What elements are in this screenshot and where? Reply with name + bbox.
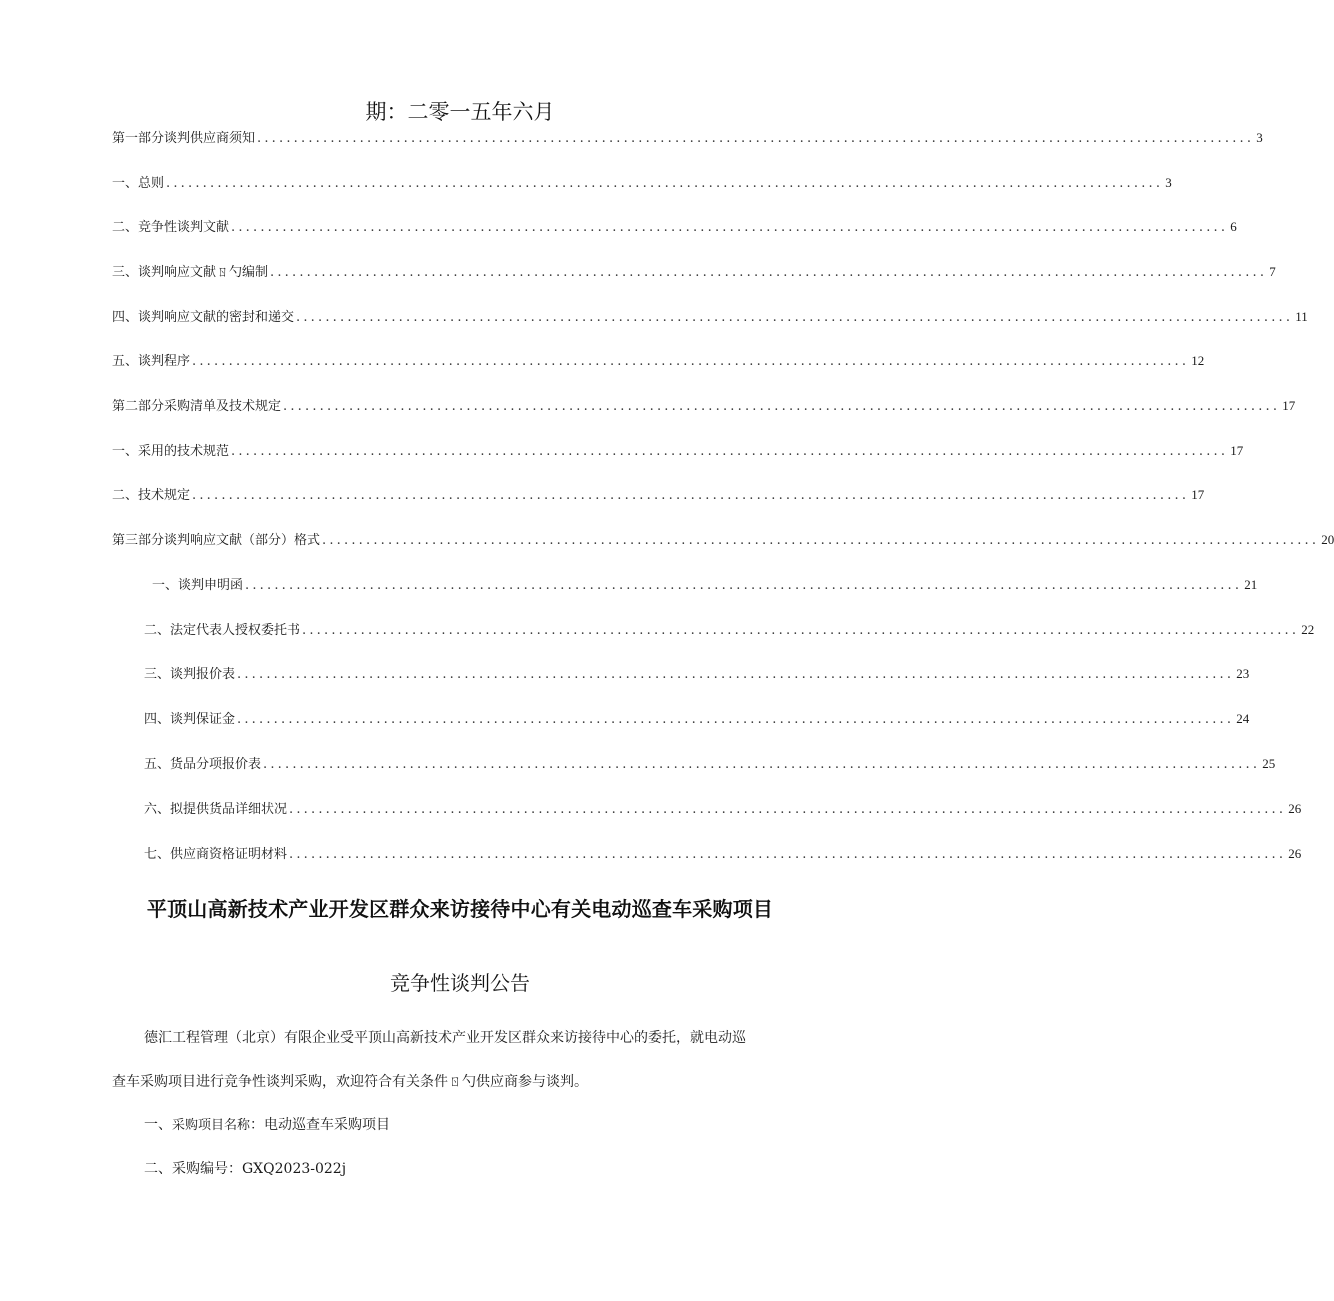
toc-entry-label: 四、谈判响应文献的密封和递交: [112, 310, 295, 325]
toc-entry-label: 一、谈判申明函: [152, 578, 244, 593]
toc-entry-page: 11: [1295, 309, 1308, 324]
intro-paragraph-line-1: 德汇工程管理（北京）有限企业受平顶山高新技术产业开发区群众来访接待中心的委托，就电动巡: [144, 1030, 746, 1046]
toc-entry-page: 22: [1301, 622, 1315, 637]
toc-entry[interactable]: [112, 308, 1308, 326]
toc-entry-page: 7: [1269, 264, 1276, 279]
toc-entry-label: 六、拟提供货品详细状况: [144, 802, 288, 817]
toc-entry[interactable]: [112, 486, 1205, 504]
toc-entry[interactable]: [144, 621, 1315, 639]
toc-leader-dots: ........................................................................................................................................: [322, 533, 1320, 548]
toc-entry[interactable]: [144, 710, 1250, 728]
toc-entry-label: 三、谈判响应文献ㄖ勺编制: [112, 265, 269, 280]
toc-entry[interactable]: [112, 397, 1296, 415]
toc-entry-label: 五、谈判程序: [112, 354, 191, 369]
toc-leader-dots: ........................................................................................................................................: [231, 220, 1229, 235]
toc-entry[interactable]: [112, 218, 1237, 236]
item-1-label: 采购项目名称: [172, 1118, 251, 1133]
toc-leader-dots: ........................................................................................................................................: [231, 444, 1229, 459]
toc-entry-label: 第一部分谈判供应商须知: [112, 131, 256, 146]
toc-entry[interactable]: [112, 263, 1276, 281]
toc-leader-dots: ........................................................................................................................................: [289, 847, 1287, 862]
toc-entry-page: 3: [1256, 130, 1263, 145]
toc-entry[interactable]: [144, 800, 1302, 818]
toc-entry[interactable]: [112, 352, 1205, 370]
toc-leader-dots: ........................................................................................................................................: [237, 667, 1235, 682]
toc-entry-page: 20: [1321, 532, 1334, 547]
announcement-title: 竞争性谈判公告: [390, 971, 530, 995]
toc-entry[interactable]: [152, 576, 1258, 594]
toc-entry-page: 21: [1244, 577, 1258, 592]
toc-entry-page: 6: [1230, 219, 1237, 234]
toc-entry-label: 第三部分谈判响应文献（部分）格式: [112, 533, 321, 548]
toc-entry-page: 26: [1288, 801, 1302, 816]
toc-entry-label: 二、竞争性谈判文献: [112, 220, 230, 235]
toc-entry-page: 17: [1230, 443, 1244, 458]
date-heading: 期：二零一五年六月: [365, 100, 555, 124]
toc-entry-page: 23: [1236, 666, 1250, 681]
toc-entry-page: 25: [1262, 756, 1276, 771]
toc-entry-label: 三、谈判报价表: [144, 667, 236, 682]
toc-leader-dots: ........................................................................................................................................: [296, 310, 1294, 325]
toc-leader-dots: ........................................................................................................................................: [192, 488, 1190, 503]
toc-leader-dots: ........................................................................................................................................: [257, 131, 1255, 146]
toc-entry-page: 17: [1191, 487, 1205, 502]
toc-leader-dots: ........................................................................................................................................: [237, 712, 1235, 727]
toc-entry-label: 七、供应商资格证明材料: [144, 847, 288, 862]
toc-entry[interactable]: [112, 129, 1263, 147]
toc-entry-label: 二、技术规定: [112, 488, 191, 503]
toc-leader-dots: ........................................................................................................................................: [270, 265, 1268, 280]
procurement-number: 二、采购编号：GXQ2023-022j: [144, 1161, 347, 1177]
toc-leader-dots: ........................................................................................................................................: [166, 176, 1164, 191]
toc-leader-dots: ........................................................................................................................................: [289, 802, 1287, 817]
toc-entry[interactable]: [112, 531, 1334, 549]
project-title: 平顶山高新技术产业开发区群众来访接待中心有关电动巡查车采购项目: [146, 897, 774, 921]
toc-entry-page: 17: [1282, 398, 1296, 413]
toc-entry[interactable]: [144, 845, 1302, 863]
toc-entry[interactable]: [144, 755, 1276, 773]
toc-entry-page: 26: [1288, 846, 1302, 861]
toc-entry[interactable]: [112, 174, 1172, 192]
toc-entry-label: 二、法定代表人授权委托书: [144, 623, 301, 638]
toc-entry-page: 3: [1165, 175, 1172, 190]
toc-leader-dots: ........................................................................................................................................: [263, 757, 1261, 772]
toc-entry-label: 一、总则: [112, 176, 165, 191]
toc-leader-dots: ........................................................................................................................................: [302, 623, 1300, 638]
toc-entry[interactable]: [112, 442, 1244, 460]
toc-entry-page: 12: [1191, 353, 1205, 368]
toc-entry[interactable]: [144, 665, 1250, 683]
toc-entry-label: 四、谈判保证金: [144, 712, 236, 727]
toc-leader-dots: ........................................................................................................................................: [283, 399, 1281, 414]
item-1-value: ：电动巡查车采购项目: [250, 1117, 391, 1133]
toc-leader-dots: ........................................................................................................................................: [245, 578, 1243, 593]
toc-entry-label: 第二部分采购清单及技术规定: [112, 399, 282, 414]
toc-entry-label: 五、货品分项报价表: [144, 757, 262, 772]
toc-entry-page: 24: [1236, 711, 1250, 726]
toc-leader-dots: ........................................................................................................................................: [192, 354, 1190, 369]
item-1-prefix: 一、: [144, 1117, 172, 1133]
procurement-project-name: [144, 1114, 390, 1137]
toc-entry-label: 一、采用的技术规范: [112, 444, 230, 459]
intro-paragraph-line-2: 查车采购项目进行竞争性谈判采购，欢迎符合有关条件ㄖ勺供应商参与谈判。: [112, 1074, 588, 1090]
